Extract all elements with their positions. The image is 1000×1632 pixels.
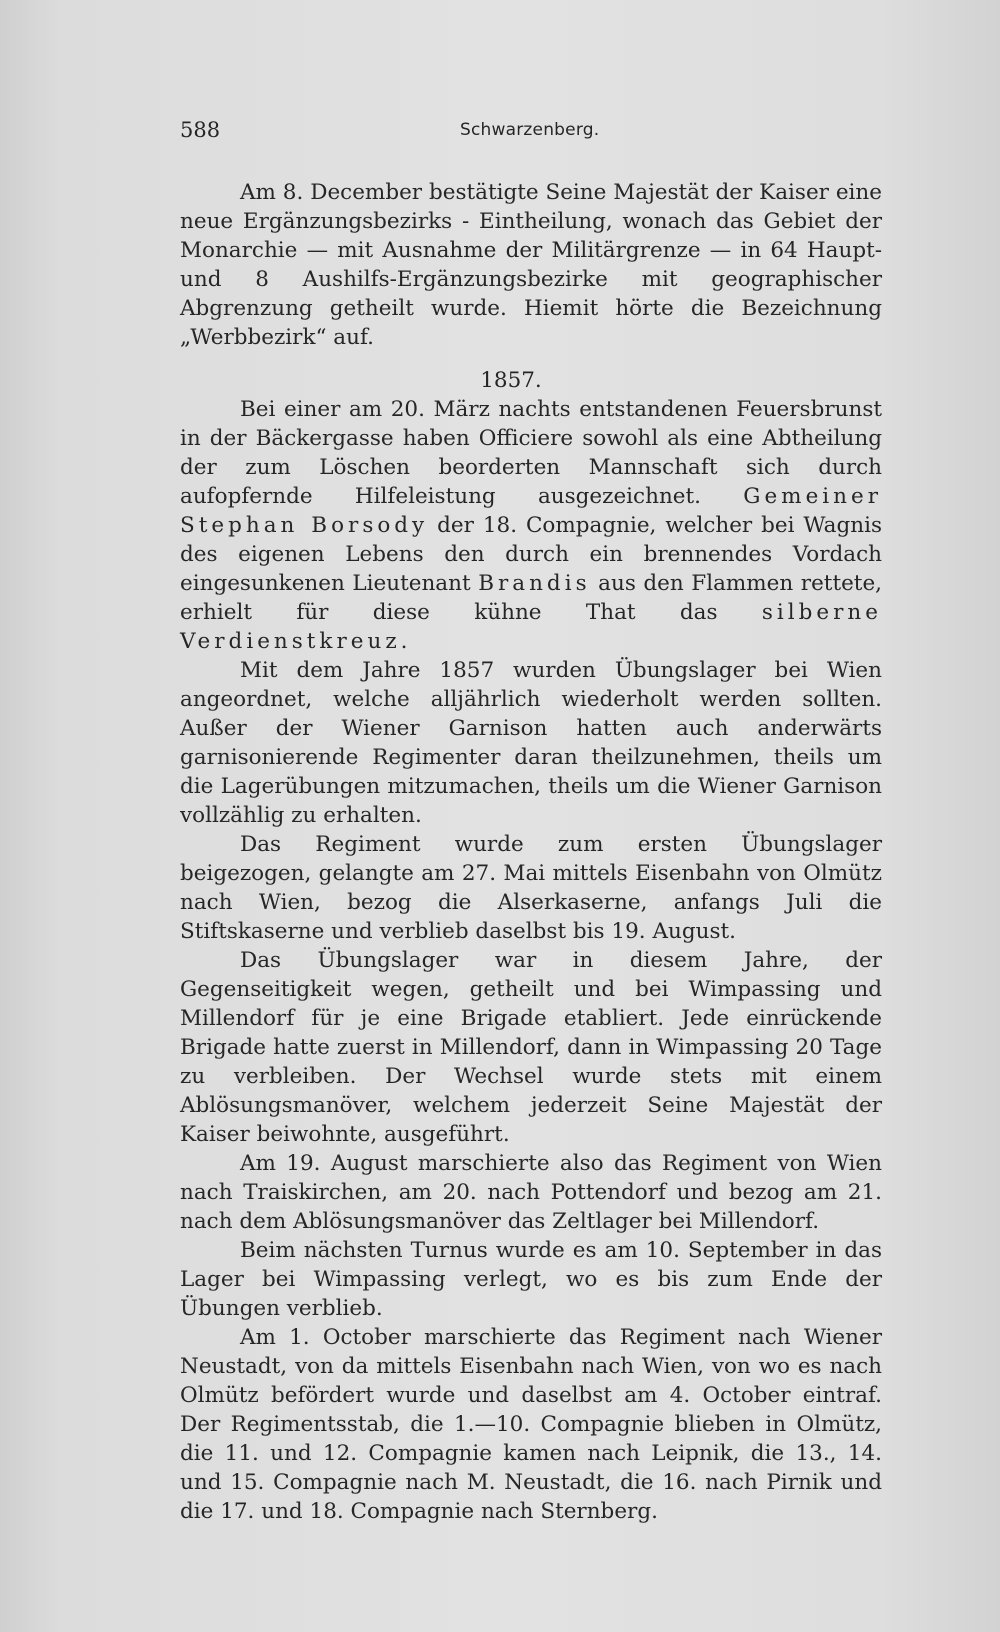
page-number: 588 (180, 118, 221, 142)
paragraph-ergaenzungsbezirke: Am 8. December bestätigte Seine Majestät der Kaiser eine neue Ergänzungsbezirks - Eintheilung, wonach das Gebiet der Monarchie — mit Ausnahme der Militärgrenze — in 64 Haupt- und 8 Aushilfs-Ergänzungsbezirke mit geographischer Abgrenzung getheilt wurde. Hiemit hörte die Bezeichnung „Werbbezirk“ auf. (180, 180, 882, 350)
paragraph-october: Am 1. October marschierte das Regiment nach Wiener Neustadt, von da mittels Eisenbahn nach Wien, von wo es nach Olmütz befördert wurde und daselbst am 4. October eintraf. Der Regimentsstab, die 1.—10. Compagnie blieben in Olmütz, die 11. und 12. Compagnie kamen nach Leipnik, die 13., 14. und 15. Compagnie nach M. Neustadt, die 16. nach Pirnik und die 17. und 18. Compagnie nach Sternberg. (180, 1325, 882, 1524)
running-head: Schwarzenberg. (460, 120, 600, 140)
paragraph-uebungslager: Mit dem Jahre 1857 wurden Übungslager bei Wien angeordnet, welche alljährlich wiederholt werden sollten. Außer der Wiener Garnison hatten auch anderwärts garnisonierende Regimenter daran theilzunehmen, theils um die Lagerübungen mitzumachen, theils um die Wiener Garnison vollzählig zu erhalten. (180, 658, 882, 828)
paragraph-feuersbrunst-part1: Bei einer am 20. März nachts entstandenen Feuersbrunst in der Bäckergasse haben Officiere sowohl als eine Abtheilung der zum Löschen beorderten Mannschaft sich durch aufopfernde Hilfeleistung ausgezeichnet. (180, 397, 882, 509)
spaced-name-brandis: Brandis (478, 571, 591, 596)
paragraph-regiment-beigezogen: Das Regiment wurde zum ersten Übungslager beigezogen, gelangte am 27. Mai mittels Eisenbahn von Olmütz nach Wien, bezog die Alserkaserne, anfangs Juli die Stiftskaserne und verblieb daselbst bis 19. August. (180, 832, 882, 944)
paragraph-feuersbrunst-part3: aus den Flammen rettete, erhielt für diese kühne That das (180, 571, 883, 625)
page-header (180, 118, 600, 152)
paragraph-feuersbrunst-part2: der 18. Compagnie, welcher bei Wagnis des eigenen Lebens den durch ein brennendes Vordach eingesunkenen Lieutenant (180, 513, 883, 596)
year-heading: 1857. (480, 368, 542, 393)
paragraph-turnus: Beim nächsten Turnus wurde es am 10. September in das Lager bei Wimpassing verlegt, wo es bis zum Ende der Übungen verblieb. (180, 1238, 882, 1321)
spaced-award: silberne Verdienstkreuz. (180, 600, 882, 654)
spaced-name-borsody: Gemeiner Stephan Borsody (180, 484, 883, 538)
paragraph-feuersbrunst (180, 395, 882, 656)
paragraph-uebungslager-getheilt: Das Übungslager war in diesem Jahre, der Gegenseitigkeit wegen, getheilt und bei Wimpassing und Millendorf für je eine Brigade etabliert. Jede einrückende Brigade hatte zuerst in Millendorf, dann in Wimpassing 20 Tage zu verbleiben. Der Wechsel wurde stets mit einem Ablösungsmanöver, welchem jederzeit Seine Majestät der Kaiser beiwohnte, ausgeführt. (180, 948, 882, 1147)
body-text (180, 178, 882, 1526)
paragraph-marsch-august: Am 19. August marschierte also das Regiment von Wien nach Traiskirchen, am 20. nach Pottendorf und bezog am 21. nach dem Ablösungsmanöver das Zeltlager bei Millendorf. (180, 1151, 882, 1234)
